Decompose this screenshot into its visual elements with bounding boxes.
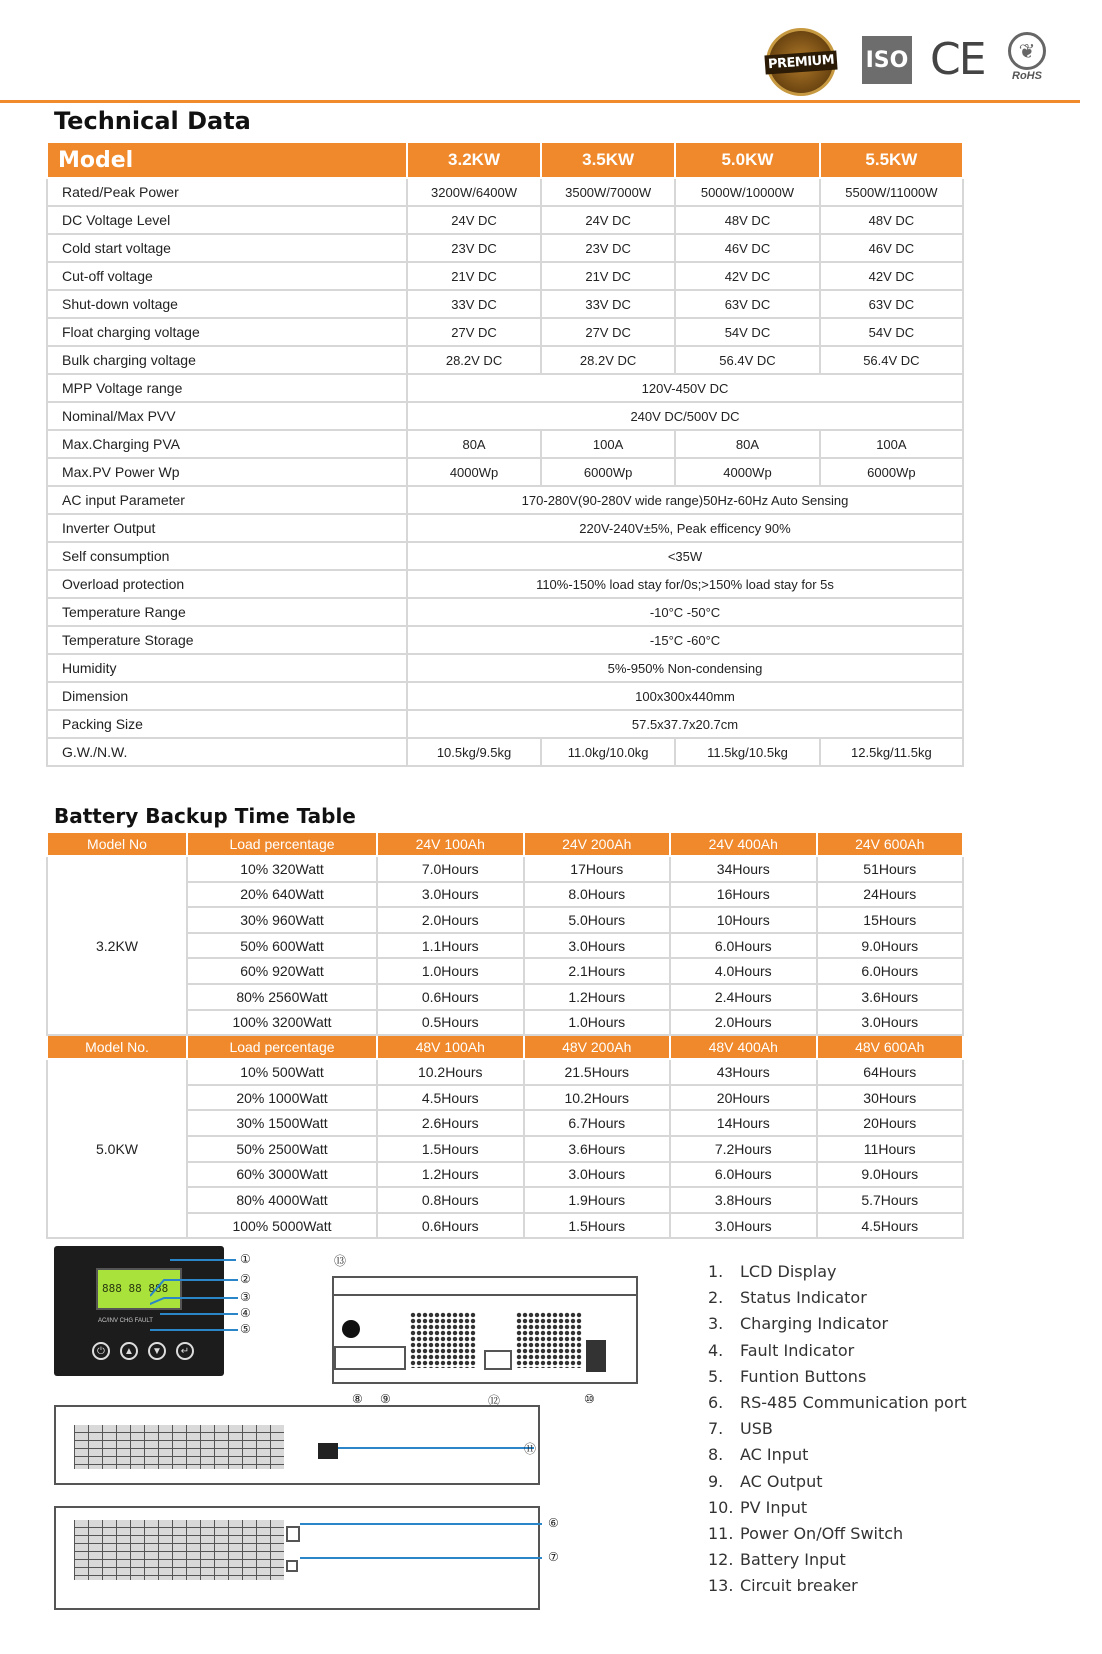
spec-label: DC Voltage Level	[47, 206, 407, 234]
backup-time-cell: 6.0Hours	[817, 958, 964, 984]
load-cell: 50% 2500Watt	[187, 1136, 377, 1162]
backup-time-cell: 16Hours	[670, 882, 817, 908]
backup-time-cell: 2.0Hours	[377, 907, 524, 933]
spec-value: 54V DC	[820, 318, 963, 346]
pv-terminal	[586, 1340, 606, 1372]
table-row	[47, 178, 963, 206]
spec-value: 11.5kg/10.5kg	[675, 738, 820, 766]
backup-time-cell: 2.1Hours	[524, 958, 671, 984]
spec-value: 42V DC	[820, 262, 963, 290]
header-col: 5.0KW	[675, 142, 820, 178]
backup-time-cell: 3.0Hours	[524, 1162, 671, 1188]
model-cell: 5.0KW	[47, 1059, 187, 1238]
table-row	[47, 290, 963, 318]
spec-value: 4000Wp	[407, 458, 541, 486]
load-cell: 20% 640Watt	[187, 882, 377, 908]
spec-value: 220V-240V±5%, Peak efficency 90%	[407, 514, 963, 542]
spec-value: 21V DC	[407, 262, 541, 290]
backup-time-cell: 9.0Hours	[817, 933, 964, 959]
spec-value: -10°C -50°C	[407, 598, 963, 626]
backup-time-cell: 1.1Hours	[377, 933, 524, 959]
backup-time-cell: 1.0Hours	[524, 1010, 671, 1036]
legend-number: 5.	[708, 1366, 724, 1386]
spec-value: 11.0kg/10.0kg	[541, 738, 675, 766]
backup-time-cell: 21.5Hours	[524, 1059, 671, 1085]
spec-value: 24V DC	[541, 206, 675, 234]
battery-header-cell: 48V 200Ah	[524, 1035, 671, 1059]
spec-value: -15°C -60°C	[407, 626, 963, 654]
callout-1: ①	[240, 1252, 251, 1266]
spec-value: 100A	[820, 430, 963, 458]
backup-time-cell: 8.0Hours	[524, 882, 671, 908]
spec-value: 5000W/10000W	[675, 178, 820, 206]
load-cell: 10% 320Watt	[187, 856, 377, 882]
iso-logo	[862, 36, 912, 84]
table-row	[47, 318, 963, 346]
backup-time-cell: 2.0Hours	[670, 1010, 817, 1036]
spec-value: 23V DC	[541, 234, 675, 262]
backup-time-cell: 6.0Hours	[670, 933, 817, 959]
table-row	[47, 262, 963, 290]
leaf-icon: ❦	[1008, 32, 1046, 70]
legend-item	[708, 1445, 967, 1471]
legend-text: Funtion Buttons	[740, 1366, 867, 1386]
callout-2: ②	[240, 1272, 251, 1286]
callout-4: ④	[240, 1306, 251, 1320]
table-row	[47, 402, 963, 430]
table-row	[47, 570, 963, 598]
header-col: 3.2KW	[407, 142, 541, 178]
backup-time-cell: 34Hours	[670, 856, 817, 882]
spec-label: Humidity	[47, 654, 407, 682]
spec-value: 21V DC	[541, 262, 675, 290]
spec-value: 33V DC	[541, 290, 675, 318]
spec-label: G.W./N.W.	[47, 738, 407, 766]
legend-item	[708, 1262, 967, 1288]
callout-10: ⑩	[584, 1392, 595, 1406]
backup-time-cell: 3.0Hours	[524, 933, 671, 959]
legend-text: Circuit breaker	[740, 1576, 858, 1596]
backup-time-cell: 9.0Hours	[817, 1162, 964, 1188]
spec-value: 46V DC	[675, 234, 820, 262]
legend-number: 6.	[708, 1392, 724, 1412]
backup-time-cell: 3.6Hours	[524, 1136, 671, 1162]
backup-time-cell: 3.8Hours	[670, 1187, 817, 1213]
battery-header-cell: Model No.	[47, 1035, 187, 1059]
spec-value: 110%-150% load stay for/0s;>150% load stay for 5s	[407, 570, 963, 598]
load-cell: 80% 2560Watt	[187, 984, 377, 1010]
callout-11: ⑪	[524, 1442, 537, 1456]
battery-header-cell: 48V 400Ah	[670, 1035, 817, 1059]
legend-text: Charging Indicator	[740, 1314, 889, 1334]
backup-time-cell: 1.2Hours	[377, 1162, 524, 1188]
spec-label: Dimension	[47, 682, 407, 710]
legend-text: USB	[740, 1419, 773, 1439]
spec-value: 56.4V DC	[820, 346, 963, 374]
spec-value: 5%-950% Non-condensing	[407, 654, 963, 682]
backup-time-cell: 30Hours	[817, 1085, 964, 1111]
callout-13: ⑬	[334, 1254, 347, 1268]
legend-number: 2.	[708, 1288, 724, 1308]
spec-label: Temperature Storage	[47, 626, 407, 654]
backup-time-cell: 24Hours	[817, 882, 964, 908]
legend-item	[708, 1341, 967, 1367]
vent-grille	[74, 1425, 284, 1469]
backup-time-cell: 6.7Hours	[524, 1110, 671, 1136]
enter-icon: ↵	[176, 1342, 194, 1360]
load-cell: 100% 5000Watt	[187, 1213, 377, 1239]
vent-grille	[74, 1520, 284, 1580]
fan-grille	[516, 1312, 582, 1368]
backup-time-cell: 10.2Hours	[377, 1059, 524, 1085]
up-icon: ▲	[120, 1342, 138, 1360]
spec-label: Shut-down voltage	[47, 290, 407, 318]
spec-label: Packing Size	[47, 710, 407, 738]
legend-number: 9.	[708, 1471, 724, 1491]
battery-header-row	[47, 1035, 963, 1059]
spec-value: 46V DC	[820, 234, 963, 262]
battery-terminal	[484, 1350, 512, 1370]
table-row	[47, 514, 963, 542]
backup-time-cell: 1.5Hours	[377, 1136, 524, 1162]
spec-value: 4000Wp	[675, 458, 820, 486]
spec-value: 48V DC	[820, 206, 963, 234]
spec-label: Cold start voltage	[47, 234, 407, 262]
load-cell: 100% 3200Watt	[187, 1010, 377, 1036]
table-row	[47, 486, 963, 514]
spec-value: 12.5kg/11.5kg	[820, 738, 963, 766]
spec-value: 6000Wp	[820, 458, 963, 486]
spec-value: 6000Wp	[541, 458, 675, 486]
spec-value: 100x300x440mm	[407, 682, 963, 710]
spec-value: 27V DC	[541, 318, 675, 346]
backup-time-cell: 64Hours	[817, 1059, 964, 1085]
table-row	[47, 710, 963, 738]
power-switch-icon	[318, 1443, 338, 1459]
certification-logos	[766, 26, 1066, 96]
spec-value: 170-280V(90-280V wide range)50Hz-60Hz Auto Sensing	[407, 486, 963, 514]
table-row	[47, 206, 963, 234]
backup-time-cell: 51Hours	[817, 856, 964, 882]
backup-time-cell: 43Hours	[670, 1059, 817, 1085]
table-row	[47, 626, 963, 654]
spec-label: AC input Parameter	[47, 486, 407, 514]
battery-header-cell: Model No	[47, 832, 187, 856]
table-row	[47, 374, 963, 402]
table-row	[47, 430, 963, 458]
backup-time-cell: 14Hours	[670, 1110, 817, 1136]
spec-label: Cut-off voltage	[47, 262, 407, 290]
load-cell: 20% 1000Watt	[187, 1085, 377, 1111]
backup-time-cell: 3.0Hours	[670, 1213, 817, 1239]
legend-item	[708, 1472, 967, 1498]
legend-item	[708, 1393, 967, 1419]
backup-time-cell: 11Hours	[817, 1136, 964, 1162]
battery-backup-title: Battery Backup Time Table	[54, 804, 356, 828]
backup-time-cell: 3.0Hours	[817, 1010, 964, 1036]
spec-value: 23V DC	[407, 234, 541, 262]
backup-time-cell: 1.9Hours	[524, 1187, 671, 1213]
legend-item	[708, 1419, 967, 1445]
battery-header-cell: 48V 100Ah	[377, 1035, 524, 1059]
port-callout-lines	[300, 1516, 546, 1566]
spec-value: 10.5kg/9.5kg	[407, 738, 541, 766]
backup-time-cell: 3.6Hours	[817, 984, 964, 1010]
spec-value: 3500W/7000W	[541, 178, 675, 206]
header-col: 5.5KW	[820, 142, 963, 178]
backup-time-cell: 4.0Hours	[670, 958, 817, 984]
legend-number: 10.	[708, 1497, 734, 1517]
backup-time-cell: 17Hours	[524, 856, 671, 882]
legend-item	[708, 1367, 967, 1393]
battery-header-cell: 48V 600Ah	[817, 1035, 964, 1059]
model-cell: 3.2KW	[47, 856, 187, 1035]
battery-header-cell: 24V 600Ah	[817, 832, 964, 856]
legend-item	[708, 1550, 967, 1576]
legend-item	[708, 1314, 967, 1340]
backup-time-cell: 0.6Hours	[377, 1213, 524, 1239]
table-row	[47, 856, 963, 882]
legend-number: 3.	[708, 1314, 724, 1334]
spec-label: Nominal/Max PVV	[47, 402, 407, 430]
spec-value: 63V DC	[675, 290, 820, 318]
backup-time-cell: 1.5Hours	[524, 1213, 671, 1239]
backup-time-cell: 2.4Hours	[670, 984, 817, 1010]
table-row	[47, 346, 963, 374]
load-cell: 60% 3000Watt	[187, 1162, 377, 1188]
spec-value: 27V DC	[407, 318, 541, 346]
backup-time-cell: 2.6Hours	[377, 1110, 524, 1136]
spec-value: 63V DC	[820, 290, 963, 318]
lcd-digits: 888 88 888	[102, 1282, 169, 1295]
battery-header-cell: Load percentage	[187, 1035, 377, 1059]
legend-text: RS-485 Communication port	[740, 1392, 967, 1412]
spec-value: 5500W/11000W	[820, 178, 963, 206]
spec-value: <35W	[407, 542, 963, 570]
premium-quality-badge	[766, 28, 836, 96]
callout-7: ⑦	[548, 1550, 559, 1564]
spec-value: 3200W/6400W	[407, 178, 541, 206]
callout-8: ⑧	[352, 1392, 363, 1406]
spec-label: Overload protection	[47, 570, 407, 598]
backup-time-cell: 4.5Hours	[817, 1213, 964, 1239]
fan-grille	[410, 1312, 476, 1368]
spec-value: 48V DC	[675, 206, 820, 234]
spec-label: Max.PV Power Wp	[47, 458, 407, 486]
premium-label: PREMIUM	[764, 50, 837, 74]
rohs-label: RoHS	[1012, 70, 1042, 82]
callout-6: ⑥	[548, 1516, 559, 1530]
battery-header-cell: 24V 400Ah	[670, 832, 817, 856]
legend-text: Status Indicator	[740, 1288, 867, 1308]
backup-time-cell: 6.0Hours	[670, 1162, 817, 1188]
legend-number: 13.	[708, 1576, 734, 1596]
spec-value: 120V-450V DC	[407, 374, 963, 402]
spec-label: Inverter Output	[47, 514, 407, 542]
spec-value: 28.2V DC	[407, 346, 541, 374]
power-icon: ⏻	[92, 1342, 110, 1360]
table-row	[47, 738, 963, 766]
callout-12: ⑫	[488, 1394, 501, 1408]
legend-number: 7.	[708, 1419, 724, 1439]
table-header-row	[47, 142, 963, 178]
spec-label: Temperature Range	[47, 598, 407, 626]
table-row	[47, 682, 963, 710]
load-cell: 60% 920Watt	[187, 958, 377, 984]
battery-header-cell: 24V 100Ah	[377, 832, 524, 856]
legend-text: AC Input	[740, 1445, 809, 1465]
spec-value: 28.2V DC	[541, 346, 675, 374]
backup-time-cell: 0.5Hours	[377, 1010, 524, 1036]
spec-label: Rated/Peak Power	[47, 178, 407, 206]
backup-time-cell: 1.2Hours	[524, 984, 671, 1010]
load-cell: 80% 4000Watt	[187, 1187, 377, 1213]
ac-terminals	[334, 1346, 406, 1370]
backup-time-cell: 0.8Hours	[377, 1187, 524, 1213]
legend-number: 8.	[708, 1445, 724, 1465]
load-cell: 10% 500Watt	[187, 1059, 377, 1085]
legend-text: Power On/Off Switch	[740, 1523, 904, 1543]
table-row	[47, 234, 963, 262]
legend-text: LCD Display	[740, 1262, 837, 1281]
callout-5: ⑤	[240, 1322, 251, 1336]
spec-label: Float charging voltage	[47, 318, 407, 346]
load-cell: 30% 1500Watt	[187, 1110, 377, 1136]
backup-time-cell: 5.0Hours	[524, 907, 671, 933]
legend-number: 11.	[708, 1523, 734, 1543]
spec-value: 80A	[407, 430, 541, 458]
backup-time-cell: 3.0Hours	[377, 882, 524, 908]
spec-value: 33V DC	[407, 290, 541, 318]
spec-value: 24V DC	[407, 206, 541, 234]
table-row	[47, 458, 963, 486]
backup-time-cell: 10.2Hours	[524, 1085, 671, 1111]
legend-item	[708, 1288, 967, 1314]
spec-value: 80A	[675, 430, 820, 458]
table-row	[47, 1059, 963, 1085]
indicator-leds: AC/INV CHG FAULT	[98, 1318, 153, 1324]
callout-9: ⑨	[380, 1392, 391, 1406]
legend-text: Fault Indicator	[740, 1340, 855, 1360]
spec-value: 100A	[541, 430, 675, 458]
table-row	[47, 598, 963, 626]
callout-3: ③	[240, 1290, 251, 1304]
backup-time-cell: 15Hours	[817, 907, 964, 933]
switch-callout-line	[338, 1440, 538, 1456]
technical-data-title: Technical Data	[54, 107, 251, 135]
spec-value: 54V DC	[675, 318, 820, 346]
legend-number: 12.	[708, 1550, 734, 1570]
spec-label: Self consumption	[47, 542, 407, 570]
battery-header-cell: Load percentage	[187, 832, 377, 856]
legend-text: AC Output	[740, 1471, 823, 1491]
technical-data-table	[46, 141, 964, 767]
rear-panel-diagram	[332, 1276, 638, 1384]
legend-text: Battery Input	[740, 1550, 846, 1570]
legend-text: PV Input	[740, 1497, 808, 1517]
down-icon: ▼	[148, 1342, 166, 1360]
spec-value: 42V DC	[675, 262, 820, 290]
iso-label: ISO	[865, 47, 909, 73]
battery-header-cell: 24V 200Ah	[524, 832, 671, 856]
spec-value: 56.4V DC	[675, 346, 820, 374]
backup-time-cell: 7.0Hours	[377, 856, 524, 882]
battery-header-row	[47, 832, 963, 856]
backup-time-cell: 5.7Hours	[817, 1187, 964, 1213]
backup-time-cell: 4.5Hours	[377, 1085, 524, 1111]
battery-backup-table	[46, 831, 964, 1239]
circuit-breaker-icon	[342, 1320, 360, 1338]
legend-item	[708, 1576, 967, 1602]
spec-label: Max.Charging PVA	[47, 430, 407, 458]
backup-time-cell: 20Hours	[817, 1110, 964, 1136]
legend-item	[708, 1524, 967, 1550]
legend-item	[708, 1498, 967, 1524]
backup-time-cell: 0.6Hours	[377, 984, 524, 1010]
ce-logo: CE	[930, 34, 985, 85]
header-col: 3.5KW	[541, 142, 675, 178]
table-row	[47, 542, 963, 570]
header-divider	[0, 100, 1080, 103]
spec-label: Bulk charging voltage	[47, 346, 407, 374]
backup-time-cell: 7.2Hours	[670, 1136, 817, 1162]
spec-value: 240V DC/500V DC	[407, 402, 963, 430]
legend-number: 1.	[708, 1262, 724, 1281]
rohs-logo	[1006, 32, 1048, 90]
backup-time-cell: 20Hours	[670, 1085, 817, 1111]
rs485-port-icon	[286, 1526, 300, 1542]
backup-time-cell: 1.0Hours	[377, 958, 524, 984]
spec-value: 57.5x37.7x20.7cm	[407, 710, 963, 738]
usb-port-icon	[286, 1560, 298, 1572]
load-cell: 50% 600Watt	[187, 933, 377, 959]
table-row	[47, 654, 963, 682]
backup-time-cell: 10Hours	[670, 907, 817, 933]
header-label: Model	[47, 142, 407, 178]
load-cell: 30% 960Watt	[187, 907, 377, 933]
legend-number: 4.	[708, 1340, 724, 1360]
component-legend	[708, 1262, 967, 1602]
spec-label: MPP Voltage range	[47, 374, 407, 402]
